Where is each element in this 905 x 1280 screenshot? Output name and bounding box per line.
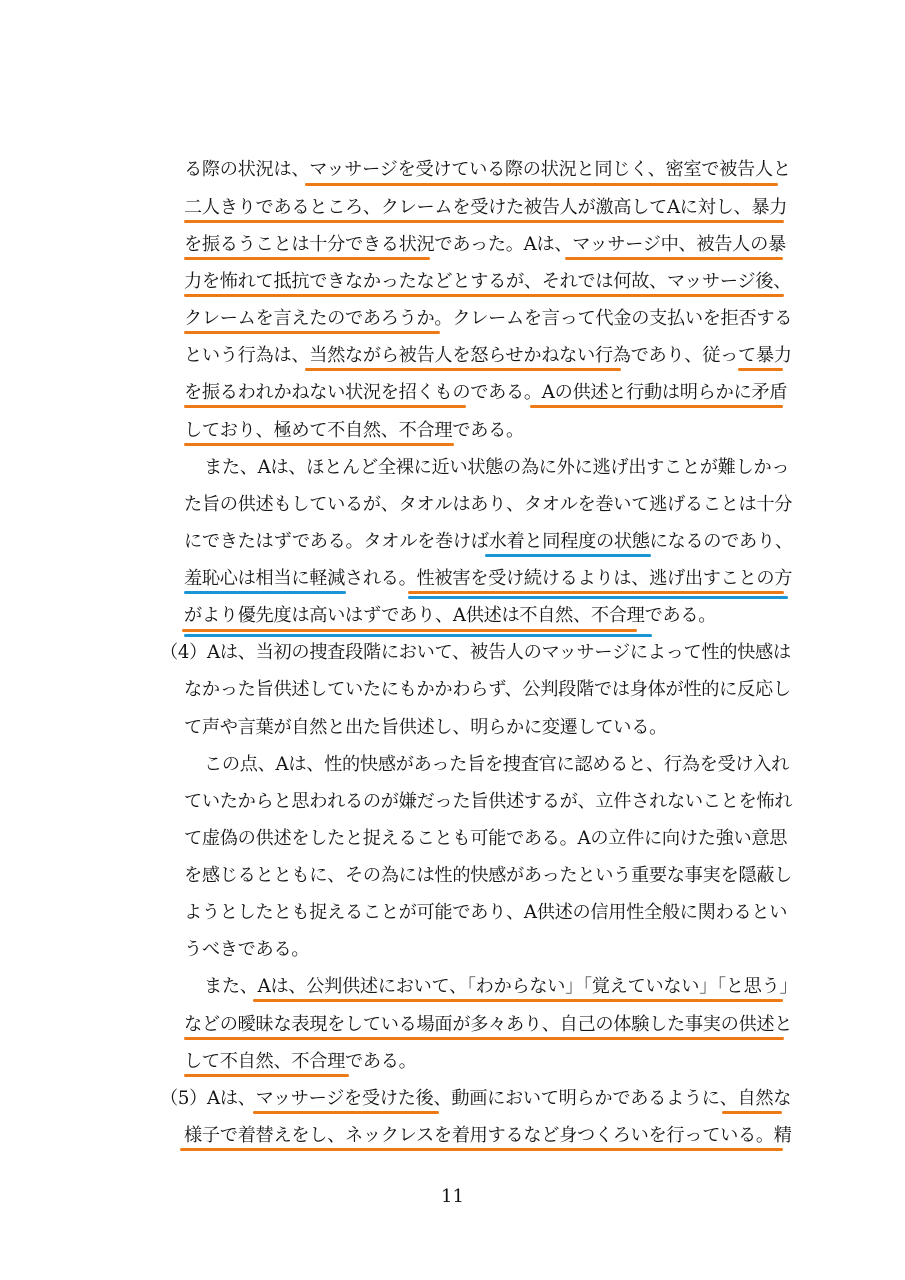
highlight-underline: [408, 591, 784, 594]
highlight-underline: [305, 183, 778, 186]
highlight-underline: [184, 1037, 784, 1040]
text-line: て声や言葉が自然と出た旨供述し、明らかに変遷している。: [184, 717, 667, 738]
highlight-underline: [184, 294, 784, 297]
text-line: を感じるとともに、その為には性的快感があったという重要な事実を隠蔽し: [184, 865, 792, 886]
highlight-underline: [184, 1074, 349, 1077]
text-line: この点、Aは、性的快感があった旨を捜査官に認めると、行為を受け入れ: [204, 754, 790, 775]
text-line: （4）Aは、当初の捜査段階において、被告人のマッサージによって性的快感は: [160, 642, 791, 663]
text-line: 羞恥心は相当に軽減される。性被害を受け続けるよりは、逃げ出すことの方: [184, 568, 793, 589]
highlight-underline: [565, 257, 783, 260]
text-line: 二人きりであるところ、クレームを受けた被告人が激高してAに対し、暴力: [184, 197, 788, 218]
text-line: などの曖昧な表現をしている場面が多々あり、自己の体験した事実の供述と: [184, 1014, 793, 1035]
text-line: して不自然、不合理である。: [184, 1051, 417, 1072]
highlight-underline: [182, 629, 637, 632]
text-line: 力を怖れて抵抗できなかったなどとするが、それでは何故、マッサージ後、: [184, 271, 792, 292]
text-line: また、Aは、ほとんど全裸に近い状態の為に外に逃げ出すことが難しかっ: [204, 457, 790, 478]
text-line: る際の状況は、マッサージを受けている際の状況と同じく、密室で被告人と: [184, 159, 791, 180]
text-line: た旨の供述もしているが、タオルはあり、タオルを巻いて逃げることは十分: [184, 494, 793, 515]
highlight-underline: [722, 1111, 782, 1114]
highlight-underline: [184, 591, 346, 594]
highlight-underline: [305, 368, 621, 371]
highlight-underline: [184, 634, 652, 637]
text-line: を振るうことは十分できる状況であった。Aは、マッサージ中、被告人の暴: [184, 234, 786, 255]
text-line: を振るわれかねない状況を招くものである。Aの供述と行動は明らかに矛盾: [184, 382, 788, 403]
text-line: また、Aは、公判供述において、「わからない」「覚えていない」「と思う」: [204, 976, 798, 997]
text-line: がより優先度は高いはずであり、A供述は不自然、不合理である。: [184, 605, 717, 626]
highlight-underline: [738, 368, 783, 371]
highlight-underline: [184, 405, 466, 408]
text-line: しており、極めて不自然、不合理である。: [184, 420, 524, 441]
text-line: て虚偽の供述をしたと捉えることも可能である。Aの立件に向けた強い意思: [184, 828, 788, 849]
text-line: うべきである。: [184, 939, 310, 960]
text-line: クレームを言えたのであろうか。クレームを言って代金の支払いを拒否する: [184, 308, 793, 329]
text-line: （5）Aは、マッサージを受けた後、動画において明らかであるように、自然な: [160, 1088, 792, 1109]
text-line: ようとしたとも捉えることが可能であり、A供述の信用性全般に関わるとい: [184, 902, 788, 923]
highlight-underline: [180, 1148, 783, 1151]
text-line: ていたからと思われるのが嫌だった旨供述するが、立件されないことを怖れ: [184, 791, 793, 812]
text-line: 様子で着替えをし、ネックレスを着用するなど身つくろいを行っている。精: [184, 1125, 792, 1146]
highlight-underline: [530, 405, 783, 408]
highlight-underline: [184, 331, 440, 334]
text-line: にできたはずである。タオルを巻けば水着と同程度の状態になるのであり、: [184, 531, 793, 552]
highlight-underline: [184, 257, 430, 260]
text-line: なかった旨供述していたにもかかわらず、公判段階では身体が性的に反応し: [184, 679, 791, 700]
highlight-underline: [184, 220, 784, 223]
highlight-underline: [253, 999, 783, 1002]
highlight-underline: [184, 443, 454, 446]
page-number: 11: [441, 1186, 464, 1207]
highlight-underline: [485, 554, 651, 557]
text-line: という行為は、当然ながら被告人を怒らせかねない行為であり、従って暴力: [184, 345, 792, 366]
highlight-underline: [408, 596, 788, 599]
highlight-underline: [253, 1111, 439, 1114]
